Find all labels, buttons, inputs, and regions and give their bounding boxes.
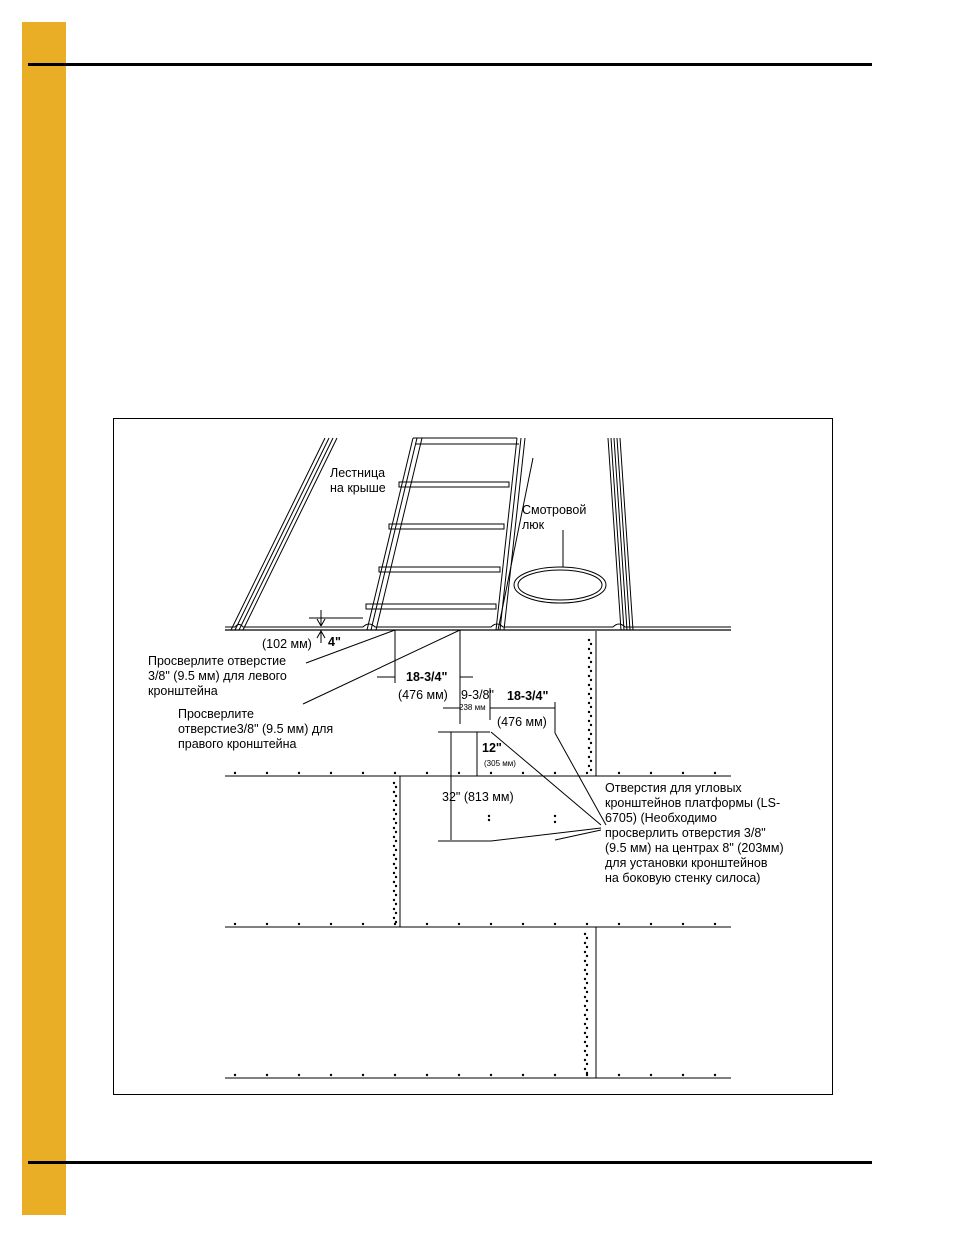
figure-drawing — [113, 418, 833, 1095]
label-corner-holes: Отверстия для угловых кронштейнов платформы (LS- 6705) (Необходимо просверлить отверстия 3/8" (9.5 мм) на центрах 8" (203мм) для установки кронштейнов на боковую стенку силоса) — [605, 781, 784, 885]
header-rule — [28, 63, 872, 66]
label-manhole: Смотровой люк — [522, 503, 587, 532]
label-dim-18-3-4-a: 18-3/4" — [406, 670, 448, 684]
label-drill-left: Просверлите отверстие 3/8" (9.5 мм) для левого кронштейна — [148, 654, 287, 698]
label-dim-9-3-8: 9-3/8" — [461, 688, 494, 702]
label-dim-4-in: 4" — [328, 635, 341, 649]
label-dim-18-3-4-b: 18-3/4" — [507, 689, 549, 703]
chapter-side-tab — [22, 22, 66, 1215]
label-dim-12: 12" — [482, 741, 502, 755]
roof-ladder-rails — [367, 438, 525, 630]
roof-rib-right — [608, 438, 633, 630]
roof-rib-left — [231, 438, 337, 630]
label-dim-18-3-4-a-mm: (476 мм) — [398, 688, 448, 702]
label-dim-32: 32" (813 мм) — [442, 790, 514, 804]
label-drill-right: Просверлите отверстие3/8" (9.5 мм) для правого кронштейна — [178, 707, 334, 751]
manhole-hatch — [514, 567, 606, 603]
label-dim-9-3-8-mm: 238 мм — [459, 703, 486, 712]
label-dim-12-mm: (305 мм) — [484, 759, 516, 768]
label-dim-18-3-4-b-mm: (476 мм) — [497, 715, 547, 729]
footer-rule — [28, 1161, 872, 1164]
label-roof-ladder: Лестница на крыше — [330, 466, 386, 495]
label-dim-4-mm: (102 мм) — [262, 637, 312, 651]
